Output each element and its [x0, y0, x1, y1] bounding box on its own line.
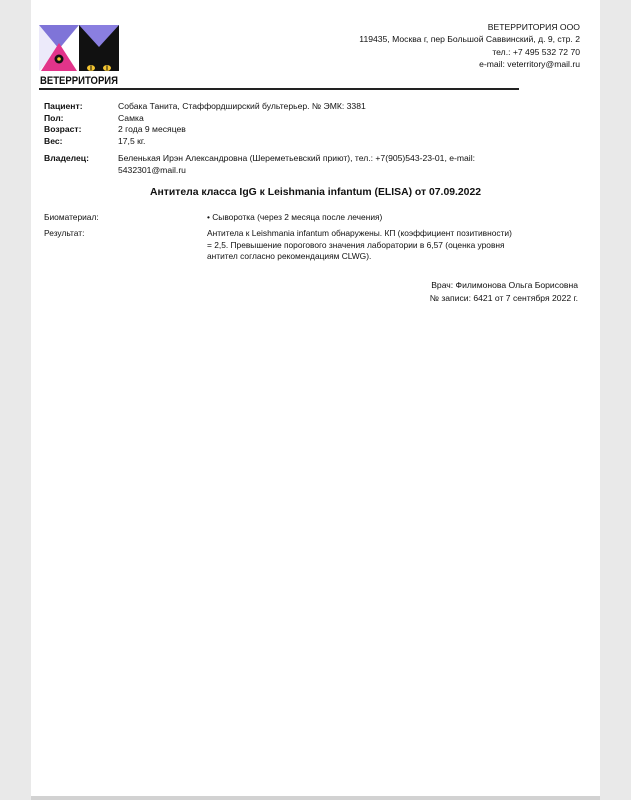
owner-value: Беленькая Ирэн Александровна (Шереметьевский приют), тел.: +7(905)543-23-01, e-mail: 5432301@mail.ru: [118, 153, 476, 175]
age-value: 2 года 9 месяцев: [118, 124, 186, 135]
weight-label: Вес:: [44, 135, 63, 146]
logo-wordmark: ВЕТЕРРИТОРИЯ: [40, 75, 119, 87]
clinic-email: e-mail: veterritory@mail.ru: [479, 59, 580, 70]
clinic-phone: тел.: +7 495 532 72 70: [492, 46, 580, 57]
result-value: Антитела к Leishmania infantum обнаружены. КП (коэффициент позитивности) = 2,5. Превышение порогового значения лаборатории в 6,57 (оценка уровня антител согласно рекомендациям CLWG).: [207, 228, 512, 262]
sex-value: Самка: [118, 112, 144, 123]
clinic-logo: [39, 25, 119, 86]
biomaterial-value: • Сыворотка (через 2 месяца после лечения): [207, 212, 383, 222]
clinic-info: [359, 21, 580, 71]
header-divider: [39, 88, 519, 90]
age-label: Возраст:: [44, 124, 82, 135]
sex-label: Пол:: [44, 112, 64, 123]
signature-block: [430, 279, 578, 304]
doctor-name: Врач: Филимонова Ольга Борисовна: [431, 280, 578, 290]
record-number: № записи: 6421 от 7 сентября 2022 г.: [429, 292, 578, 303]
page-edge: [31, 796, 600, 800]
patient-label: Пациент:: [44, 101, 83, 111]
clinic-name: ВЕТЕРРИТОРИЯ ООО: [487, 22, 580, 32]
clinic-address: 119435, Москва г, пер Большой Саввинский, д. 9, стр. 2: [359, 34, 580, 45]
result-label: Результат:: [44, 228, 85, 238]
owner-label: Владелец:: [44, 153, 89, 163]
test-title: Антитела класса IgG к Leishmania infantum (ELISA) от 07.09.2022: [149, 187, 482, 198]
document-page: [31, 0, 600, 796]
biomaterial-label: Биоматериал:: [44, 212, 99, 222]
patient-value: Собака Танита, Стаффордширский бультерьер. № ЭМК: 3381: [118, 101, 366, 111]
weight-value: 17,5 кг.: [118, 135, 146, 146]
